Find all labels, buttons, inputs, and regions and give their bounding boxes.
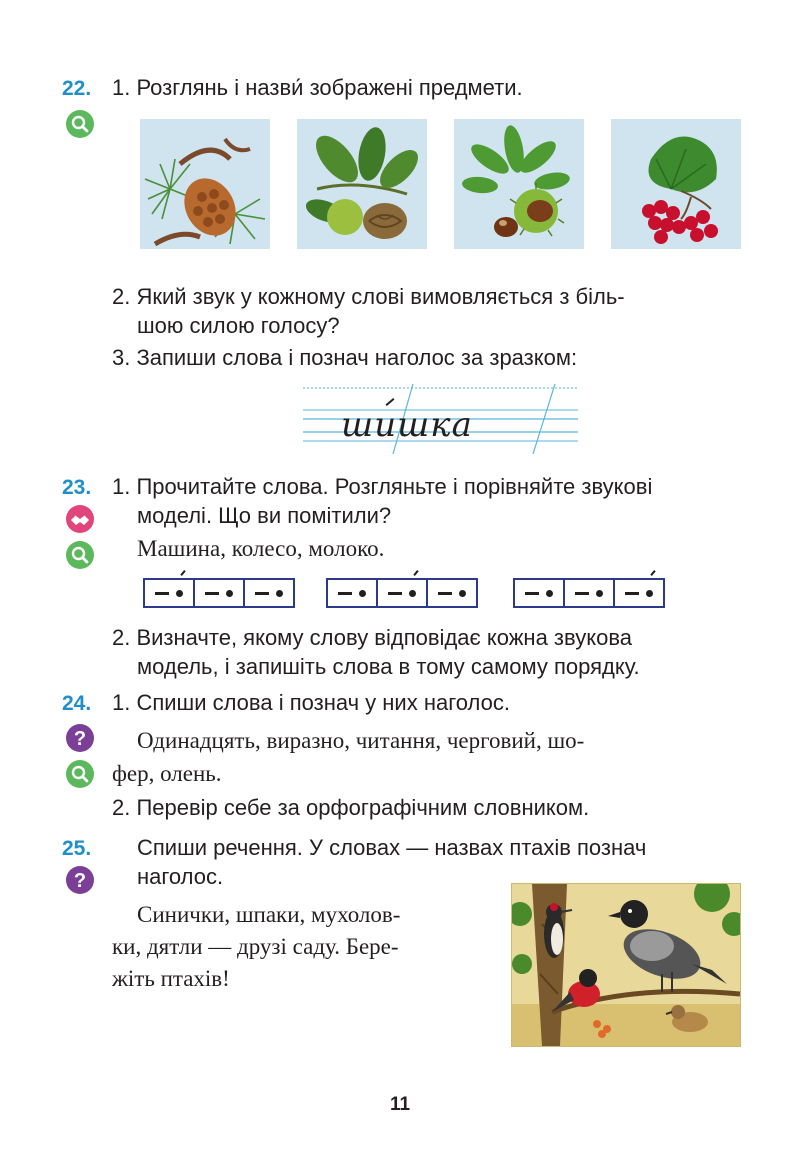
search-icon bbox=[66, 110, 94, 138]
syllable-cell bbox=[245, 580, 293, 606]
sound-model-2 bbox=[326, 578, 478, 608]
syllable-cell bbox=[378, 580, 428, 606]
syllable-cell bbox=[565, 580, 615, 606]
ex25-text-line-3: жіть птахів! bbox=[112, 966, 230, 991]
exercise-number-22: 22. bbox=[62, 77, 92, 100]
exercise-number-23: 23. bbox=[62, 476, 92, 499]
stress-mark bbox=[650, 570, 655, 576]
question-icon bbox=[66, 724, 94, 752]
walnut-picture bbox=[297, 119, 427, 249]
handshake-icon bbox=[66, 505, 94, 533]
exercise-number-24: 24. bbox=[62, 692, 92, 715]
birds-picture bbox=[511, 883, 741, 1047]
page-number: 11 bbox=[389, 1094, 411, 1115]
question-icon bbox=[66, 866, 94, 894]
sample-word: шишка bbox=[341, 405, 473, 445]
ex23-task-2-line-2: модель, і запишіть слова в тому самому порядку. bbox=[137, 654, 640, 679]
syllable-cell bbox=[145, 580, 195, 606]
ex25-text-line-2: ки, дятли — друзі саду. Бере- bbox=[112, 934, 399, 959]
syllable-cell bbox=[328, 580, 378, 606]
ex22-task-1: 1. Розглянь і назви́ зображені предмети. bbox=[112, 75, 523, 100]
ex23-task-1-line-2: моделі. Що ви помітили? bbox=[137, 503, 392, 528]
handwriting-sample bbox=[303, 384, 578, 454]
search-icon bbox=[66, 760, 94, 788]
ex24-task-2: 2. Перевір себе за орфографічним словником. bbox=[112, 795, 590, 820]
chestnut-picture bbox=[454, 119, 584, 249]
ex22-task-3: 3. Запиши слова і познач наголос за зразком: bbox=[112, 345, 578, 370]
syllable-cell bbox=[195, 580, 245, 606]
stress-mark bbox=[180, 570, 185, 576]
ex25-text-line-1: Синички, шпаки, мухолов- bbox=[137, 902, 401, 927]
search-icon bbox=[66, 541, 94, 569]
sound-model-1 bbox=[143, 578, 295, 608]
svg-text:?: ? bbox=[73, 728, 87, 750]
ex25-task-line-2: наголос. bbox=[137, 864, 224, 889]
ex22-task-2-line-1: 2. Який звук у кожному слові вимовляється з біль- bbox=[112, 284, 625, 309]
ex23-task-1-line-1: 1. Прочитайте слова. Розгляньте і порівняйте звукові bbox=[112, 474, 653, 499]
syllable-cell bbox=[428, 580, 476, 606]
ex24-task-1: 1. Спиши слова і познач у них наголос. bbox=[112, 690, 510, 715]
svg-text:?: ? bbox=[73, 870, 87, 892]
stress-mark bbox=[413, 570, 418, 576]
ex22-task-2-line-2: шою силою голосу? bbox=[137, 313, 340, 338]
exercise-number-25: 25. bbox=[62, 837, 92, 860]
ex25-task-line-1: Спиши речення. У словах — назвах птахів познач bbox=[137, 835, 647, 860]
ex23-task-2-line-1: 2. Визначте, якому слову відповідає кожна звукова bbox=[112, 625, 632, 650]
viburnum-picture bbox=[611, 119, 741, 249]
syllable-cell bbox=[515, 580, 565, 606]
ex24-words-line-2: фер, олень. bbox=[112, 761, 222, 786]
ex23-words: Машина, колесо, молоко. bbox=[137, 536, 385, 561]
sound-model-3 bbox=[513, 578, 665, 608]
ex24-words-line-1: Одинадцять, виразно, читання, черговий, шо- bbox=[137, 728, 585, 753]
larch-cone-picture bbox=[140, 119, 270, 249]
syllable-cell bbox=[615, 580, 663, 606]
